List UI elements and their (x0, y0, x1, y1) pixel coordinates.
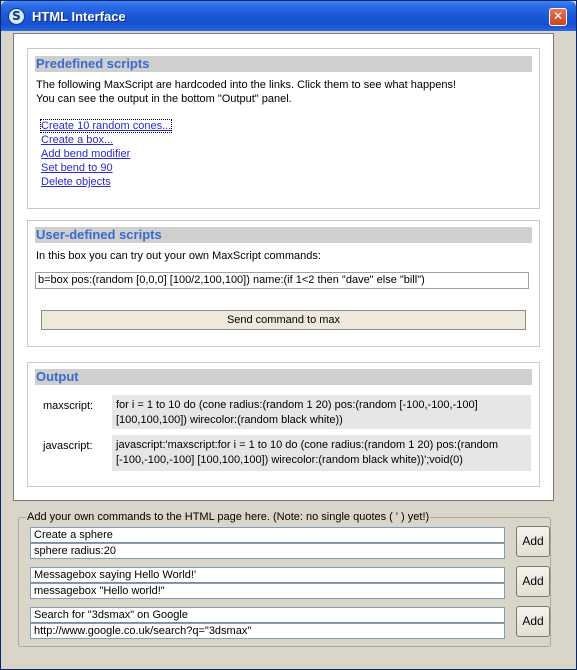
link-set-bend-90[interactable]: Set bend to 90 (41, 162, 113, 174)
maxscript-command-input[interactable]: b=box pos:(random [0,0,0] [100/2,100,100]) name:(if 1<2 then "dave" else "bill") (35, 272, 529, 289)
command-name-field[interactable]: Messagebox saying Hello World!' (30, 567, 505, 584)
user-defined-intro: In this box you can try out your own MaxScript commands: (36, 250, 321, 262)
link-delete-objects[interactable]: Delete objects (41, 176, 111, 188)
3dsmax-app-icon: S (8, 8, 25, 25)
maxscript-output-label: maxscript: (43, 400, 94, 412)
close-icon[interactable]: ✕ (549, 8, 567, 26)
user-defined-scripts-heading: User-defined scripts (35, 227, 532, 243)
title-bar[interactable] (1, 1, 576, 31)
user-defined-scripts-panel (27, 220, 540, 347)
link-create-box[interactable]: Create a box... (41, 134, 114, 146)
command-name-field[interactable]: Create a sphere (30, 527, 505, 544)
custom-commands-group (18, 511, 551, 647)
maxscript-output-value: for i = 1 to 10 do (cone radius:(random 1 20) pos:(random [-100,-100,-100] [100,100,100]) wirecolor:(random black white)) (112, 395, 531, 429)
add-command-button[interactable]: Add (516, 566, 550, 597)
output-panel (27, 362, 540, 487)
predefined-scripts-panel (27, 48, 540, 209)
output-heading: Output (35, 369, 532, 385)
command-script-field[interactable]: messagebox "Hello world!" (30, 583, 505, 599)
command-name-field[interactable]: Search for "3dsmax" on Google (30, 607, 505, 624)
javascript-output-label: javascript: (43, 440, 93, 452)
predefined-intro-line2: You can see the output in the bottom "Output" panel. (36, 93, 292, 105)
window-title: HTML Interface (32, 9, 126, 24)
custom-commands-legend: Add your own commands to the HTML page here. (Note: no single quotes ( ' ) yet!) (27, 511, 430, 523)
command-script-field[interactable]: sphere radius:20 (30, 543, 505, 559)
add-command-button[interactable]: Add (516, 526, 550, 557)
predefined-scripts-heading: Predefined scripts (35, 56, 532, 72)
link-add-bend-modifier[interactable]: Add bend modifier (41, 148, 131, 160)
javascript-output-value: javascript:'maxscript:for i = 1 to 10 do (cone radius:(random 1 20) pos:(random [-100,-100,-100] [100,100,100]) wirecolor:(random black white))';void(0) (112, 435, 531, 471)
link-create-random-cones[interactable]: Create 10 random cones... (41, 120, 172, 132)
command-script-field[interactable]: http://www.google.co.uk/search?q="3dsmax" (30, 623, 505, 639)
html-content-pane (13, 33, 554, 501)
add-command-button[interactable]: Add (516, 606, 550, 637)
predefined-intro-line1: The following MaxScript are hardcoded into the links. Click them to see what happens! (36, 79, 457, 91)
send-command-button[interactable]: Send command to max (41, 310, 526, 330)
